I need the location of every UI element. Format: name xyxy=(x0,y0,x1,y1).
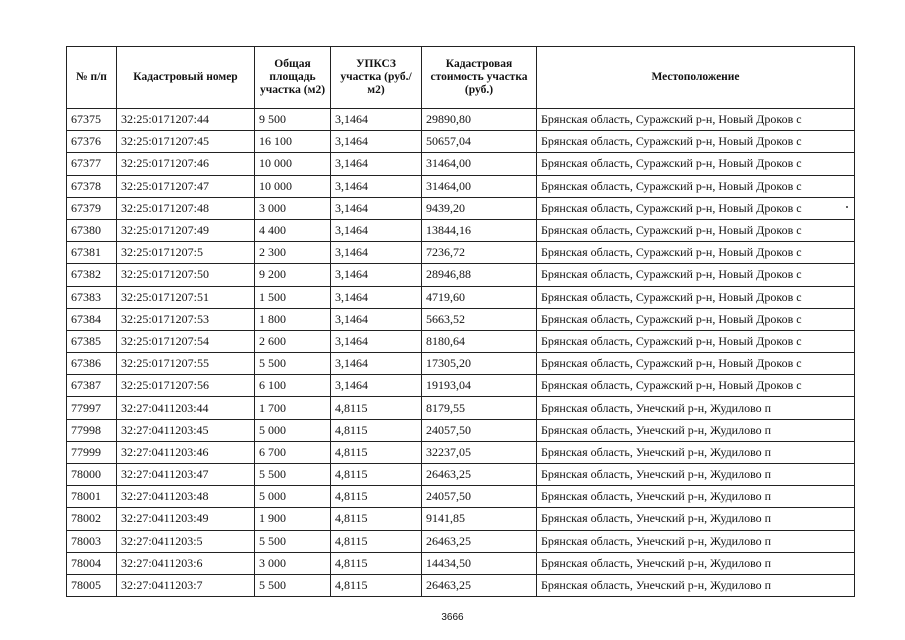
cell-cadastral-value: 8180,64 xyxy=(422,330,537,352)
cell-total-area: 9 500 xyxy=(255,109,331,131)
cell-location: Брянская область, Суражский р-н, Новый Дроков с xyxy=(537,264,855,286)
table-row xyxy=(67,242,855,264)
cell-cadastral-value: 19193,04 xyxy=(422,375,537,397)
cell-cadastral-value: 24057,50 xyxy=(422,486,537,508)
cell-location: Брянская область, Унечский р-н, Жудилово п xyxy=(537,419,855,441)
cell-total-area: 16 100 xyxy=(255,131,331,153)
header-cadastral-value: Кадастровая стоимость участка (руб.) xyxy=(422,47,537,109)
cadastral-table xyxy=(66,46,855,597)
cell-row-number: 67379 xyxy=(67,197,117,219)
cell-upksz: 3,1464 xyxy=(331,286,422,308)
cell-upksz: 3,1464 xyxy=(331,330,422,352)
cell-upksz: 4,8115 xyxy=(331,508,422,530)
cell-total-area: 1 800 xyxy=(255,308,331,330)
table-row xyxy=(67,353,855,375)
page-number: 3666 xyxy=(441,612,464,623)
cell-cadastral-number: 32:27:0411203:5 xyxy=(117,530,255,552)
cell-upksz: 3,1464 xyxy=(331,308,422,330)
table-row xyxy=(67,419,855,441)
table-row xyxy=(67,574,855,596)
cell-cadastral-value: 24057,50 xyxy=(422,419,537,441)
cell-location: Брянская область, Суражский р-н, Новый Дроков с xyxy=(537,375,855,397)
cell-cadastral-number: 32:25:0171207:46 xyxy=(117,153,255,175)
cell-location: Брянская область, Унечский р-н, Жудилово п xyxy=(537,486,855,508)
cell-cadastral-number: 32:27:0411203:48 xyxy=(117,486,255,508)
cell-upksz: 3,1464 xyxy=(331,109,422,131)
table-row xyxy=(67,153,855,175)
cell-total-area: 5 500 xyxy=(255,530,331,552)
table-row xyxy=(67,486,855,508)
cell-row-number: 67382 xyxy=(67,264,117,286)
header-row-number: № п/п xyxy=(67,47,117,109)
table-row xyxy=(67,264,855,286)
table-header xyxy=(67,47,855,109)
cell-cadastral-value: 29890,80 xyxy=(422,109,537,131)
cell-upksz: 3,1464 xyxy=(331,131,422,153)
table-row xyxy=(67,552,855,574)
cell-cadastral-number: 32:25:0171207:50 xyxy=(117,264,255,286)
cell-cadastral-value: 31464,00 xyxy=(422,153,537,175)
cell-upksz: 4,8115 xyxy=(331,464,422,486)
cell-location: Брянская область, Унечский р-н, Жудилово п xyxy=(537,530,855,552)
cell-upksz: 4,8115 xyxy=(331,441,422,463)
cell-location: Брянская область, Унечский р-н, Жудилово п xyxy=(537,441,855,463)
cell-row-number: 67377 xyxy=(67,153,117,175)
cell-cadastral-number: 32:25:0171207:48 xyxy=(117,197,255,219)
table-row xyxy=(67,464,855,486)
cell-total-area: 5 500 xyxy=(255,574,331,596)
table-row xyxy=(67,330,855,352)
cell-cadastral-value: 9141,85 xyxy=(422,508,537,530)
cell-cadastral-value: 9439,20 xyxy=(422,197,537,219)
cell-upksz: 4,8115 xyxy=(331,574,422,596)
cell-location: Брянская область, Суражский р-н, Новый Дроков с xyxy=(537,153,855,175)
cell-cadastral-value: 26463,25 xyxy=(422,574,537,596)
cell-location: Брянская область, Унечский р-н, Жудилово п xyxy=(537,508,855,530)
cell-cadastral-value: 31464,00 xyxy=(422,175,537,197)
cell-cadastral-value: 26463,25 xyxy=(422,530,537,552)
cell-cadastral-number: 32:27:0411203:47 xyxy=(117,464,255,486)
cell-total-area: 5 500 xyxy=(255,464,331,486)
cell-row-number: 78004 xyxy=(67,552,117,574)
cell-total-area: 1 700 xyxy=(255,397,331,419)
scan-speck xyxy=(846,206,848,208)
cell-row-number: 67385 xyxy=(67,330,117,352)
cell-upksz: 4,8115 xyxy=(331,486,422,508)
cell-cadastral-value: 26463,25 xyxy=(422,464,537,486)
cell-total-area: 10 000 xyxy=(255,175,331,197)
cell-cadastral-value: 32237,05 xyxy=(422,441,537,463)
cell-cadastral-number: 32:25:0171207:53 xyxy=(117,308,255,330)
cell-location: Брянская область, Суражский р-н, Новый Дроков с xyxy=(537,219,855,241)
table-row xyxy=(67,508,855,530)
cell-location: Брянская область, Суражский р-н, Новый Дроков с xyxy=(537,286,855,308)
cell-cadastral-value: 28946,88 xyxy=(422,264,537,286)
cell-total-area: 1 900 xyxy=(255,508,331,530)
cell-location: Брянская область, Суражский р-н, Новый Дроков с xyxy=(537,175,855,197)
cell-total-area: 2 600 xyxy=(255,330,331,352)
cell-cadastral-number: 32:25:0171207:44 xyxy=(117,109,255,131)
cell-upksz: 4,8115 xyxy=(331,530,422,552)
header-row xyxy=(67,47,855,109)
cell-upksz: 3,1464 xyxy=(331,242,422,264)
cell-location: Брянская область, Унечский р-н, Жудилово п xyxy=(537,397,855,419)
table-row xyxy=(67,197,855,219)
header-total-area: Общая площадь участка (м2) xyxy=(255,47,331,109)
cell-row-number: 78002 xyxy=(67,508,117,530)
table-row xyxy=(67,530,855,552)
cell-location: Брянская область, Суражский р-н, Новый Дроков с xyxy=(537,330,855,352)
cell-cadastral-value: 5663,52 xyxy=(422,308,537,330)
cell-cadastral-number: 32:25:0171207:5 xyxy=(117,242,255,264)
cell-cadastral-number: 32:27:0411203:49 xyxy=(117,508,255,530)
cell-upksz: 4,8115 xyxy=(331,397,422,419)
table-row xyxy=(67,219,855,241)
cell-location: Брянская область, Унечский р-н, Жудилово п xyxy=(537,574,855,596)
cell-cadastral-value: 17305,20 xyxy=(422,353,537,375)
cell-row-number: 77997 xyxy=(67,397,117,419)
cell-location: Брянская область, Суражский р-н, Новый Дроков с xyxy=(537,242,855,264)
cell-row-number: 78001 xyxy=(67,486,117,508)
table-row xyxy=(67,397,855,419)
cell-cadastral-number: 32:25:0171207:45 xyxy=(117,131,255,153)
cell-total-area: 5 500 xyxy=(255,353,331,375)
cell-cadastral-number: 32:27:0411203:6 xyxy=(117,552,255,574)
cell-total-area: 3 000 xyxy=(255,552,331,574)
cell-location: Брянская область, Суражский р-н, Новый Дроков с xyxy=(537,353,855,375)
cell-total-area: 6 100 xyxy=(255,375,331,397)
cell-row-number: 78000 xyxy=(67,464,117,486)
cell-row-number: 67376 xyxy=(67,131,117,153)
cell-location: Брянская область, Суражский р-н, Новый Дроков с xyxy=(537,131,855,153)
cell-cadastral-value: 13844,16 xyxy=(422,219,537,241)
header-location: Местоположение xyxy=(537,47,855,109)
cell-location: Брянская область, Унечский р-н, Жудилово п xyxy=(537,552,855,574)
cell-total-area: 5 000 xyxy=(255,486,331,508)
cell-row-number: 67375 xyxy=(67,109,117,131)
cell-upksz: 4,8115 xyxy=(331,552,422,574)
cell-location: Брянская область, Унечский р-н, Жудилово п xyxy=(537,464,855,486)
cell-upksz: 3,1464 xyxy=(331,197,422,219)
cell-cadastral-number: 32:25:0171207:49 xyxy=(117,219,255,241)
cell-location: Брянская область, Суражский р-н, Новый Дроков с xyxy=(537,308,855,330)
cell-cadastral-number: 32:25:0171207:55 xyxy=(117,353,255,375)
header-upksz: УПКСЗ участка (руб./м2) xyxy=(331,47,422,109)
cell-row-number: 77998 xyxy=(67,419,117,441)
cell-row-number: 67387 xyxy=(67,375,117,397)
cell-total-area: 4 400 xyxy=(255,219,331,241)
cell-row-number: 67384 xyxy=(67,308,117,330)
table-row xyxy=(67,308,855,330)
cell-cadastral-number: 32:27:0411203:44 xyxy=(117,397,255,419)
table-row xyxy=(67,286,855,308)
cell-total-area: 3 000 xyxy=(255,197,331,219)
cell-cadastral-value: 50657,04 xyxy=(422,131,537,153)
cell-row-number: 77999 xyxy=(67,441,117,463)
cell-upksz: 3,1464 xyxy=(331,353,422,375)
table-row xyxy=(67,131,855,153)
header-cadastral-number: Кадастровый номер xyxy=(117,47,255,109)
cell-total-area: 6 700 xyxy=(255,441,331,463)
cell-upksz: 3,1464 xyxy=(331,375,422,397)
cell-row-number: 67383 xyxy=(67,286,117,308)
table-row xyxy=(67,175,855,197)
cell-cadastral-number: 32:27:0411203:46 xyxy=(117,441,255,463)
cell-cadastral-number: 32:25:0171207:54 xyxy=(117,330,255,352)
cell-cadastral-number: 32:25:0171207:51 xyxy=(117,286,255,308)
table-row xyxy=(67,109,855,131)
cell-location: Брянская область, Суражский р-н, Новый Дроков с xyxy=(537,109,855,131)
cell-cadastral-number: 32:25:0171207:47 xyxy=(117,175,255,197)
table-body xyxy=(67,109,855,597)
cell-upksz: 3,1464 xyxy=(331,264,422,286)
cell-cadastral-value: 4719,60 xyxy=(422,286,537,308)
table-row xyxy=(67,441,855,463)
table-row xyxy=(67,375,855,397)
cell-upksz: 4,8115 xyxy=(331,419,422,441)
cell-total-area: 1 500 xyxy=(255,286,331,308)
cell-cadastral-value: 14434,50 xyxy=(422,552,537,574)
cell-row-number: 67381 xyxy=(67,242,117,264)
cell-cadastral-number: 32:27:0411203:45 xyxy=(117,419,255,441)
cell-total-area: 10 000 xyxy=(255,153,331,175)
cell-row-number: 67380 xyxy=(67,219,117,241)
cell-upksz: 3,1464 xyxy=(331,175,422,197)
cell-total-area: 9 200 xyxy=(255,264,331,286)
cell-upksz: 3,1464 xyxy=(331,219,422,241)
cell-location: Брянская область, Суражский р-н, Новый Дроков с xyxy=(537,197,855,219)
cell-cadastral-number: 32:25:0171207:56 xyxy=(117,375,255,397)
cell-row-number: 78003 xyxy=(67,530,117,552)
cell-row-number: 67386 xyxy=(67,353,117,375)
cell-cadastral-value: 8179,55 xyxy=(422,397,537,419)
cell-row-number: 67378 xyxy=(67,175,117,197)
cell-upksz: 3,1464 xyxy=(331,153,422,175)
cell-cadastral-value: 7236,72 xyxy=(422,242,537,264)
cell-row-number: 78005 xyxy=(67,574,117,596)
cell-total-area: 2 300 xyxy=(255,242,331,264)
cell-total-area: 5 000 xyxy=(255,419,331,441)
cell-cadastral-number: 32:27:0411203:7 xyxy=(117,574,255,596)
